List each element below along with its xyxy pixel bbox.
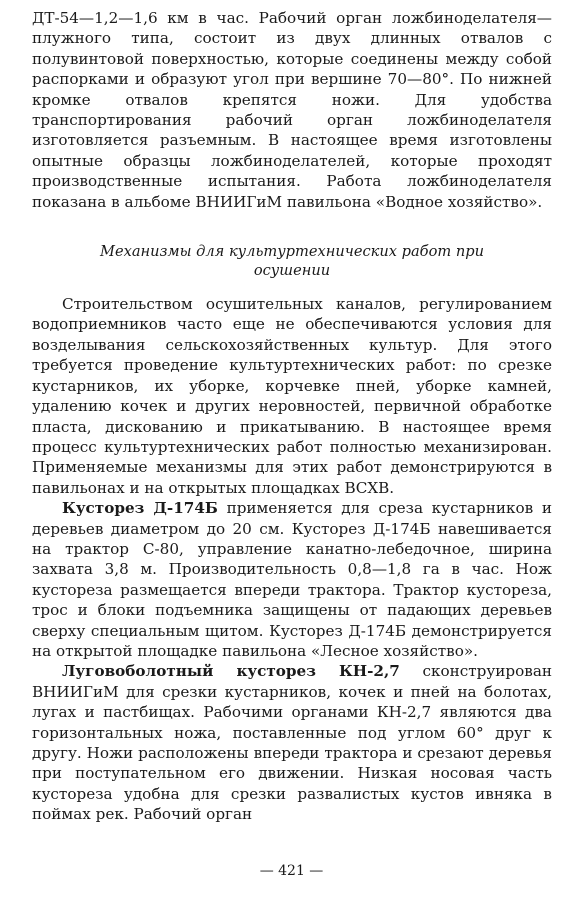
paragraph-brush-cutter-d174b [32, 498, 552, 661]
paragraph-brush-cutter-kn27 [32, 661, 552, 824]
heading-spacer [32, 280, 552, 294]
paragraph-brush-cutter-d174b-text: применяется для среза кустарников и деревьев диаметром до 20 см. Кусторез Д-174Б навешивается на трактор С-80, управление канатно-лебедочное, ширина захвата 3,8 м. Производительность 0,8—1,8 га в час. Нож кустореза размещается впереди трактора. Трактор кустореза, трос и блоки подъемника защищены от падающих деревьев сверху специальным щитом. Кусторез Д-174Б демонстрируется на открытой площадке павильона «Лесное хозяйство». [32, 499, 553, 660]
term-brush-cutter-d174b: Кусторез Д-174Б [62, 499, 218, 518]
paragraph-ridger-description: ДТ-54—1,2—1,6 км в час. Рабочий орган ложбиноделателя—плужного типа, состоит из двух длинных отвалов с полувинтовой поверхностью, которые соединены между собой распорками и образуют угол при вершине 70—80°. По нижней кромке отвалов крепятся ножи. Для удобства транспортирования рабочий орган ложбиноделателя изготовляется разъемным. В настоящее время изготовлены опытные образцы ложбиноделателей, которые проходят производственные испытания. Работа ложбиноделателя показана в альбоме ВНИИГиМ павильона «Водное хозяйство». [32, 9, 552, 211]
paragraph-brush-cutter-kn27-text: сконструирован ВНИИГиМ для срезки кустарников, кочек и пней на болотах, лугах и пастбищах. Рабочими органами КН-2,7 являются два горизонтальных ножа, поставленные под углом 60° друг к другу. Ножи расположены впереди трактора и срезают деревья при поступательном его движении. Низкая носовая часть кустореза удобна для срезки развалистых кустов ивняка в поймах рек. Рабочий орган [32, 662, 553, 824]
paragraph-cultural-works: Строительством осушительных каналов, регулированием водоприемников часто еще не обеспечиваются условия для возделывания сельскохозяйственных культур. Для этого требуется проведение культуртехнических работ: по срезке кустарников, их уборке, корчевке пней, уборке камней, удалению кочек и других неровностей, первичной обработке пласта, дискованию и прикатыванию. В настоящее время процесс культуртехнических работ полностью механизирован. Применяемые механизмы для этих работ демонстрируются в павильонах и на открытых площадках ВСХВ. [32, 295, 552, 497]
term-brush-cutter-kn27: Луговоболотный кусторез КН-2,7 [62, 662, 400, 681]
page-number: — 421 — [259, 863, 324, 879]
section-spacer [32, 212, 552, 242]
page-body [32, 8, 552, 825]
section-heading: Механизмы для культуртехнических работ при осушении [100, 243, 484, 280]
